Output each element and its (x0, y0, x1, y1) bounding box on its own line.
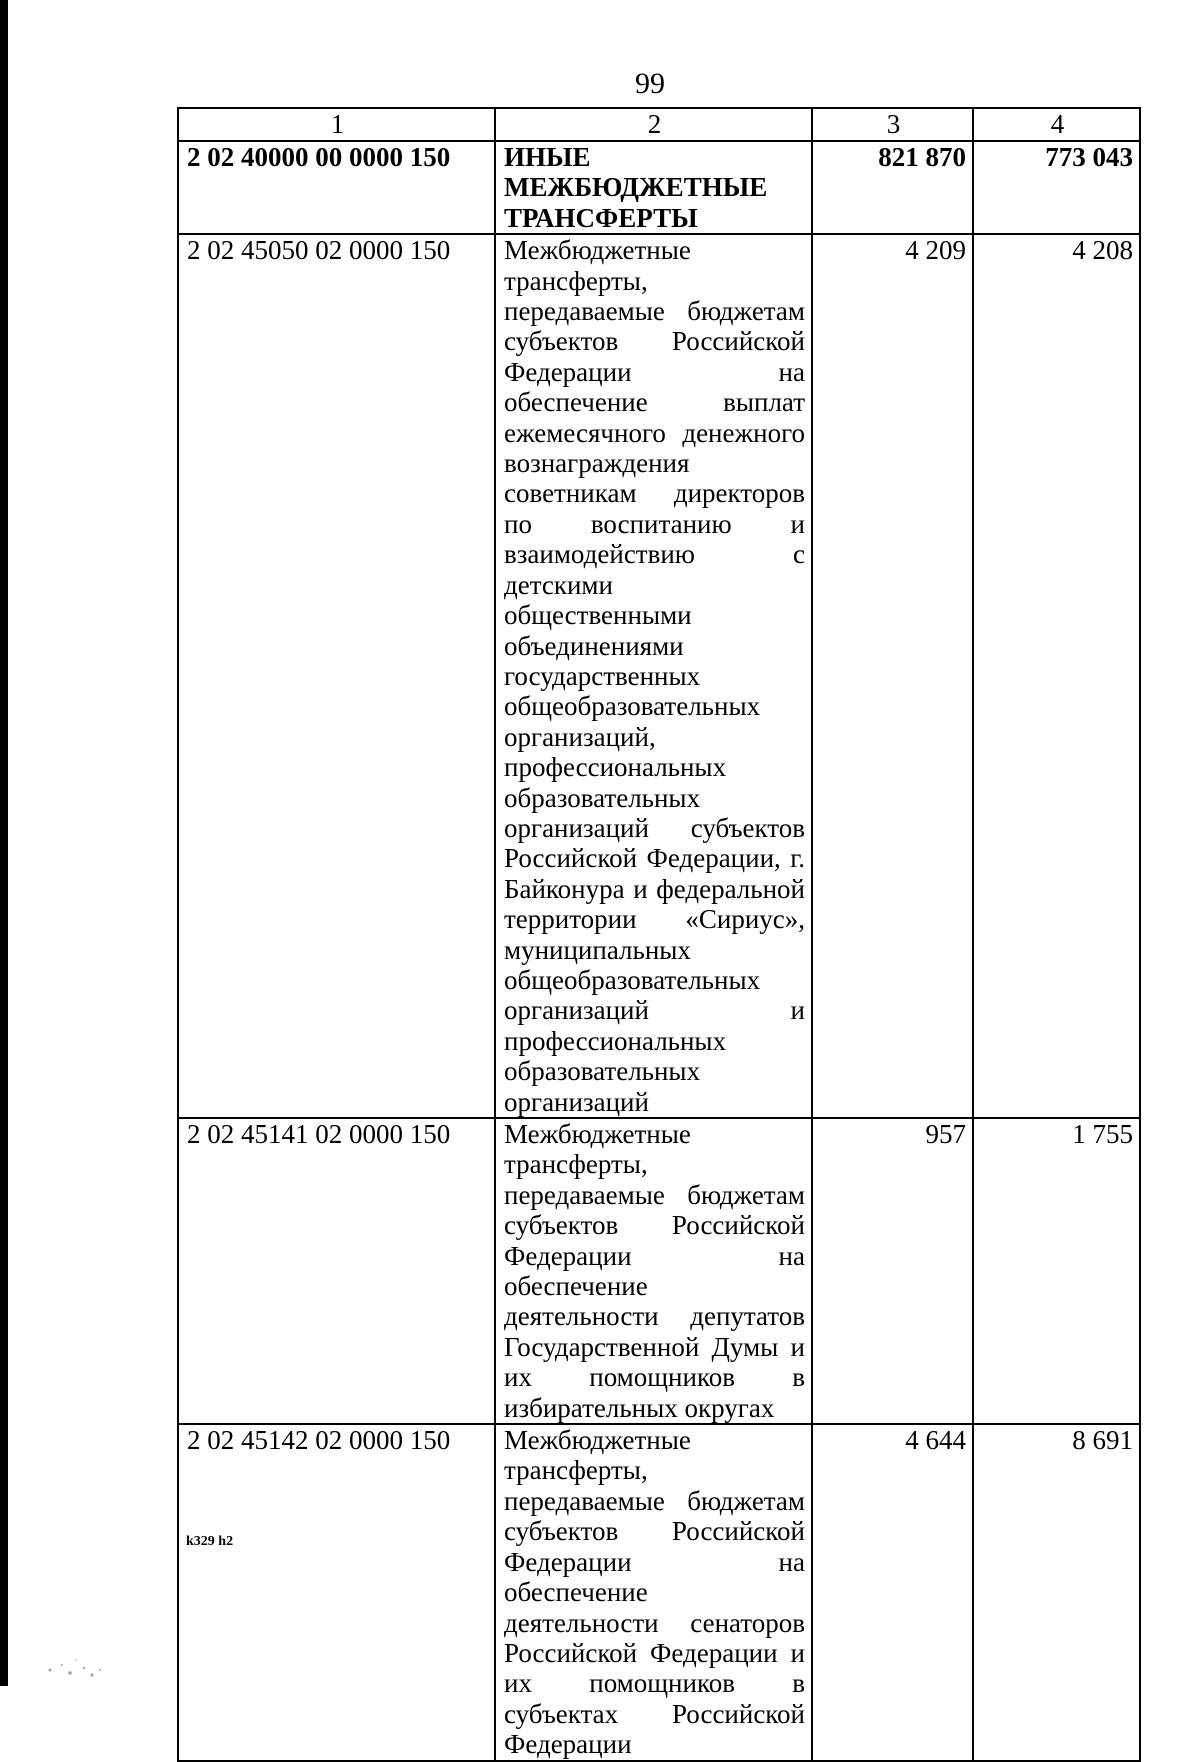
scan-noise-mark (40, 1640, 110, 1680)
table-row (178, 141, 1140, 234)
amount-col3: 957 (812, 1118, 973, 1424)
row-description: Межбюджетные трансферты, передаваемые бюджетам субъектов Российской Федерации на обеспечение деятельности сенаторов Российской Федерации и их помощников в субъектах Российской Федерации (495, 1424, 812, 1760)
classification-code: 2 02 45050 02 0000 150 (178, 234, 495, 1118)
row-description: ИНЫЕ МЕЖБЮДЖЕТНЫЕ ТРАНСФЕРТЫ (495, 141, 812, 234)
header-cell-3: 3 (812, 108, 973, 141)
header-cell-4: 4 (973, 108, 1140, 141)
amount-col3: 4 644 (812, 1424, 973, 1760)
amount-col3: 4 209 (812, 234, 973, 1118)
header-cell-2: 2 (495, 108, 812, 141)
amount-col4: 773 043 (973, 141, 1140, 234)
row-description: Межбюджетные трансферты, передаваемые бюджетам субъектов Российской Федерации на обеспечение деятельности депутатов Государственной Думы и их помощников в избирательных округах (495, 1118, 812, 1424)
page-number: 99 (635, 67, 665, 100)
table-row (178, 234, 1140, 1118)
amount-col4: 8 691 (973, 1424, 1140, 1760)
amount-col4: 1 755 (973, 1118, 1140, 1424)
document-footer-code: k329 h2 (186, 1534, 234, 1549)
amount-col4: 4 208 (973, 234, 1140, 1118)
classification-code: 2 02 45142 02 0000 150 (178, 1424, 495, 1760)
scan-edge-bar (0, 0, 8, 1686)
classification-code: 2 02 45141 02 0000 150 (178, 1118, 495, 1424)
table-header-row (178, 108, 1140, 141)
header-cell-1: 1 (178, 108, 495, 141)
table-row (178, 1424, 1140, 1760)
amount-col3: 821 870 (812, 141, 973, 234)
row-description: Межбюджетные трансферты, передаваемые бюджетам субъектов Российской Федерации на обеспечение выплат ежемесячного денежного вознаграждения советникам директоров по воспитанию и взаимодействию с детскими общественными объединениями государственных общеобразовательных организаций, профессиональных образовательных организаций субъектов Российской Федерации, г. Байконура и федеральной территории «Сириус», муниципальных общеобразовательных организаций и профессиональных образовательных организаций (495, 234, 812, 1118)
budget-table (177, 107, 1141, 1762)
classification-code: 2 02 40000 00 0000 150 (178, 141, 495, 234)
table-row (178, 1118, 1140, 1424)
